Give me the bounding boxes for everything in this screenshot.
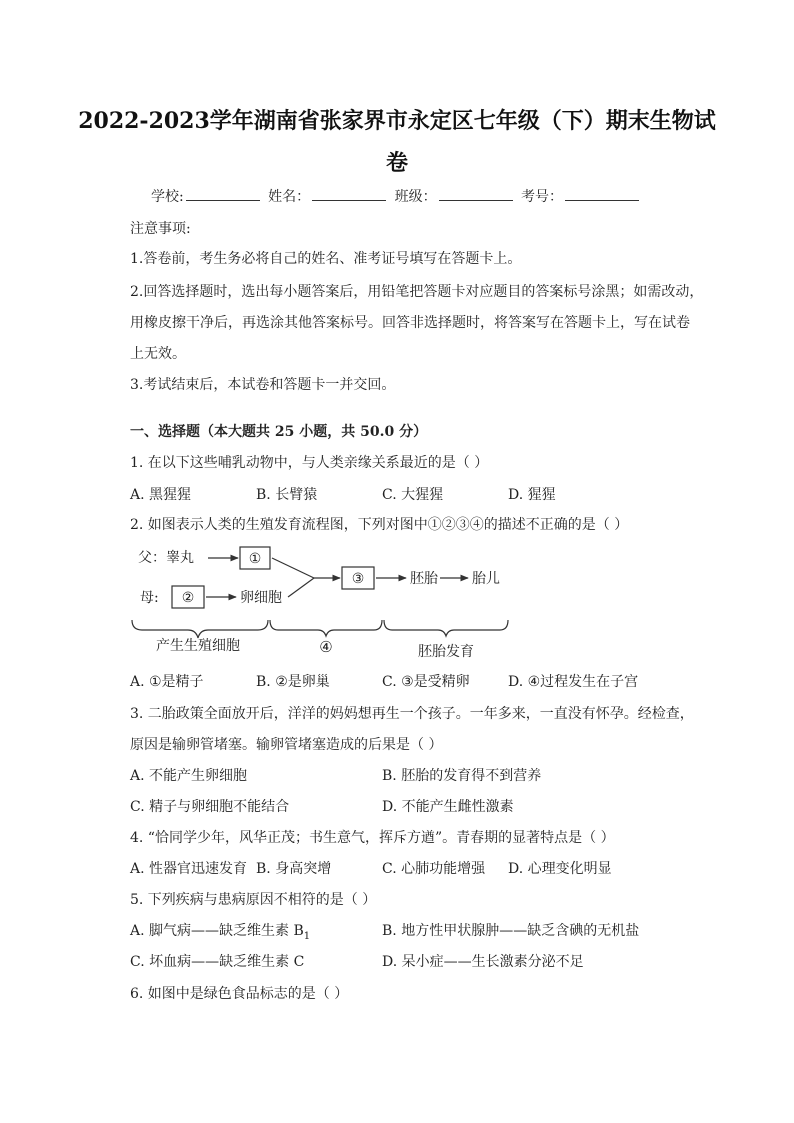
question-3-option-b[interactable]: B. 胚胎的发育得不到营养 (382, 768, 542, 784)
question-5-option-c[interactable]: C. 坏血病——缺乏维生素 C (130, 954, 305, 970)
question-2-stem: 2. 如图表示人类的生殖发育流程图，下列对图中①②③④的描述不正确的是（ ） (130, 517, 629, 533)
notice-item-1: 1.答卷前，考生务必将自己的姓名、准考证号填写在答题卡上。 (130, 251, 522, 267)
question-5-option-a[interactable] (130, 920, 310, 942)
question-4-option-d[interactable]: D. 心理变化明显 (508, 861, 612, 877)
question-5-option-a-subscript: 1 (303, 930, 311, 942)
merge-line-bottom (288, 578, 314, 597)
question-5-option-b[interactable]: B. 地方性甲状腺肿——缺乏含碘的无机盐 (382, 923, 640, 939)
question-1-stem: 1. 在以下这些哺乳动物中，与人类亲缘关系最近的是（ ） (130, 455, 489, 471)
diagram-mother-label: 母: (140, 590, 159, 606)
question-4-option-b[interactable]: B. 身高突增 (256, 861, 332, 877)
question-5-option-d[interactable]: D. 呆小症——生长激素分泌不足 (382, 954, 584, 970)
question-1-option-c[interactable]: C. 大猩猩 (382, 487, 444, 503)
question-3-option-c[interactable]: C. 精子与卵细胞不能结合 (130, 799, 290, 815)
notice-heading: 注意事项: (130, 221, 191, 237)
question-1-option-a[interactable]: A. 黑猩猩 (130, 487, 192, 503)
brace-left (132, 620, 268, 638)
diagram-box-2-label: ② (181, 590, 195, 606)
diagram-father-label: 父：睾丸 (138, 550, 194, 566)
page-title-line1: 2022-2023学年湖南省张家界市永定区七年级（下）期末生物试 (78, 108, 716, 134)
student-info-line (0, 186, 794, 206)
diagram-label-embryo-development: 胚胎发育 (418, 644, 474, 660)
question-1-option-d[interactable]: D. 猩猩 (508, 487, 556, 503)
question-4-option-a[interactable]: A. 性器官迅速发育 (130, 861, 248, 877)
school-blank[interactable] (186, 188, 260, 201)
exam-no-label: 考号： (521, 189, 564, 205)
reproduction-flow-diagram (128, 540, 528, 665)
merge-line-top (272, 558, 314, 578)
question-2-option-b[interactable]: B. ②是卵巢 (256, 674, 330, 690)
question-3-option-a[interactable]: A. 不能产生卵细胞 (130, 768, 248, 784)
question-1-option-b[interactable]: B. 长臂猿 (256, 487, 318, 503)
school-label: 学校: (150, 189, 184, 205)
question-4-stem: 4. “恰同学少年，风华正茂；书生意气，挥斥方遒”。青春期的显著特点是（ ） (130, 830, 615, 846)
brace-right (384, 620, 508, 636)
brace-middle (270, 620, 382, 636)
question-4-option-c[interactable]: C. 心肺功能增强 (382, 861, 486, 877)
question-3-stem-line1: 3. 二胎政策全面放开后，洋洋的妈妈想再生一个孩子。一年多来，一直没有怀孕。经检查， (130, 706, 694, 722)
question-2-option-c[interactable]: C. ③是受精卵 (382, 674, 470, 690)
class-blank[interactable] (439, 188, 513, 201)
exam-no-blank[interactable] (565, 188, 639, 201)
question-3-option-d[interactable]: D. 不能产生雌性激素 (382, 799, 514, 815)
diagram-fetus-label: 胎儿 (472, 571, 500, 587)
diagram-label-4: ④ (319, 638, 333, 656)
notice-item-2-line2: 用橡皮擦干净后，再选涂其他答案标号。回答非选择题时，将答案写在答题卡上，写在试卷 (130, 315, 690, 331)
page-title-line2: 卷 (385, 150, 408, 176)
question-3-stem-line2: 原因是输卵管堵塞。输卵管堵塞造成的后果是（ ） (130, 737, 443, 753)
name-blank[interactable] (312, 188, 386, 201)
diagram-embryo-label: 胚胎 (410, 571, 438, 587)
diagram-box-1-label: ① (248, 551, 262, 567)
notice-item-2-line1: 2.回答选择题时，选出每小题答案后，用铅笔把答题卡对应题目的答案标号涂黑；如需改动， (130, 284, 704, 300)
question-5-stem: 5. 下列疾病与患病原因不相符的是（ ） (130, 892, 377, 908)
question-5-option-a-text: A. 脚气病——缺乏维生素 B (130, 923, 304, 939)
question-6-stem: 6. 如图中是绿色食品标志的是（ ） (130, 986, 349, 1002)
diagram-label-produce-cells: 产生生殖细胞 (156, 638, 240, 654)
question-2-option-a[interactable]: A. ①是精子 (130, 674, 204, 690)
notice-item-2-line3: 上无效。 (130, 346, 186, 362)
section-heading: 一、选择题（本大题共 25 小题，共 50.0 分） (130, 424, 428, 440)
diagram-egg-label: 卵细胞 (240, 590, 282, 606)
diagram-box-3-label: ③ (351, 571, 365, 587)
name-label: 姓名： (268, 189, 311, 205)
class-label: 班级： (394, 189, 437, 205)
notice-item-3: 3.考试结束后，本试卷和答题卡一并交回。 (130, 377, 396, 393)
question-2-option-d[interactable]: D. ④过程发生在子宫 (508, 674, 639, 690)
